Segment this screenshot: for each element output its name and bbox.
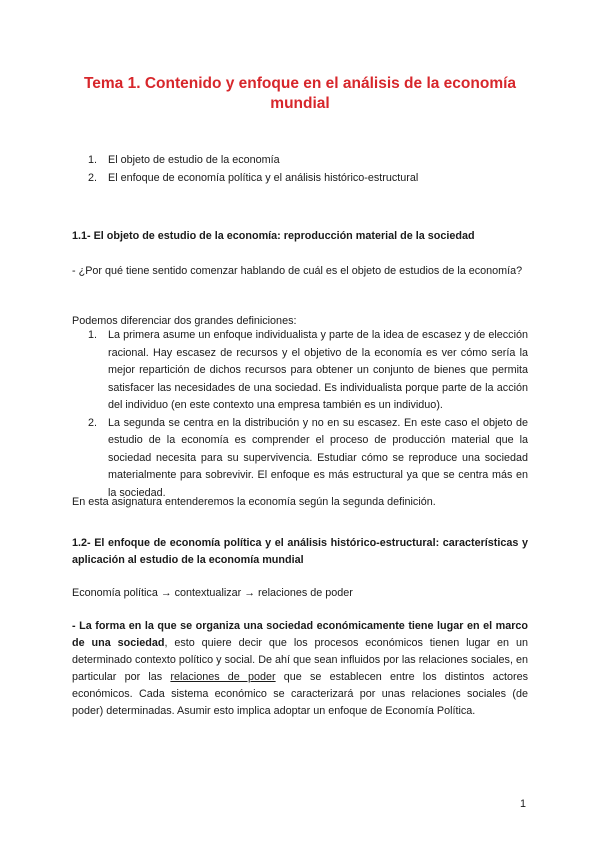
page-number: 1 — [519, 798, 526, 810]
section-1-question: - ¿Por qué tiene sentido comenzar hablando de cuál es el objeto de estudios de la economía? — [72, 265, 523, 277]
list-item-text: La primera asume un enfoque individualista y parte de la idea de escasez y de elección racional. Hay escasez de recursos y el objetivo de la economía es ver cómo sería la mejor repartición de dichos recursos para obtener un conjunto de bienes que permita satisfacer las necesidades de una sociedad. Es individualista porque parte de la acción del individuo (en este contexto una empresa también es un individuo). — [108, 329, 528, 411]
definitions-list — [88, 327, 528, 502]
toc-item — [88, 151, 528, 169]
list-item-text: La segunda se centra en la distribución y no en su escasez. En este caso el objeto de estudio de la economía es comprender el proceso de producción material que la sociedad necesita para su supervivencia. Estudiar cómo se reproduce una sociedad materialmente para sobrevivir. El enfoque es más estructural ya que se centra más en la sociedad. — [108, 416, 528, 499]
table-of-contents — [88, 151, 528, 187]
toc-item-text: El objeto de estudio de la economía — [108, 154, 280, 166]
paragraph-text: que se establecen entre los distintos actores económicos. Cada sistema económico se caracterizará por unas relaciones sociales (de poder) determinadas. Asumir esto implica adoptar un enfoque de Economía Política. — [72, 671, 528, 717]
toc-item — [88, 169, 528, 187]
section-1-conclusion: En esta asignatura entenderemos la economía según la segunda definición. — [72, 496, 436, 508]
list-item-number: 1. — [88, 329, 98, 341]
list-item-number: 2. — [88, 416, 98, 429]
toc-item-number: 1. — [88, 154, 98, 166]
paragraph-text: , esto quiere decir que los procesos económicos tienen lugar en un determinado contexto político y social. De ahí que sean influidos por las relaciones sociales, en particular por las — [72, 637, 528, 683]
section-2-heading: 1.2- El enfoque de economía política y el análisis histórico-estructural: características y aplicación al estudio de la economía mundial — [72, 537, 528, 566]
section-1-intro: Podemos diferenciar dos grandes definiciones: — [72, 315, 297, 327]
paragraph-underlined-term: relaciones de poder — [170, 671, 276, 683]
section-1-heading: 1.1- El objeto de estudio de la economía: reproducción material de la sociedad — [72, 230, 475, 242]
list-item — [88, 415, 528, 503]
toc-item-number: 2. — [88, 172, 98, 184]
page-title: Tema 1. Contenido y enfoque en el análisis de la economía mundial — [83, 75, 517, 112]
section-2-paragraph — [72, 618, 528, 720]
paragraph-bold-lead: - La forma en la que se organiza una sociedad económicamente tiene lugar en el marco de una sociedad — [72, 620, 528, 649]
toc-item-text: El enfoque de economía política y el análisis histórico-estructural — [108, 172, 419, 184]
list-item — [88, 327, 528, 415]
section-2-flow: Economía política → contextualizar → relaciones de poder — [72, 587, 353, 599]
